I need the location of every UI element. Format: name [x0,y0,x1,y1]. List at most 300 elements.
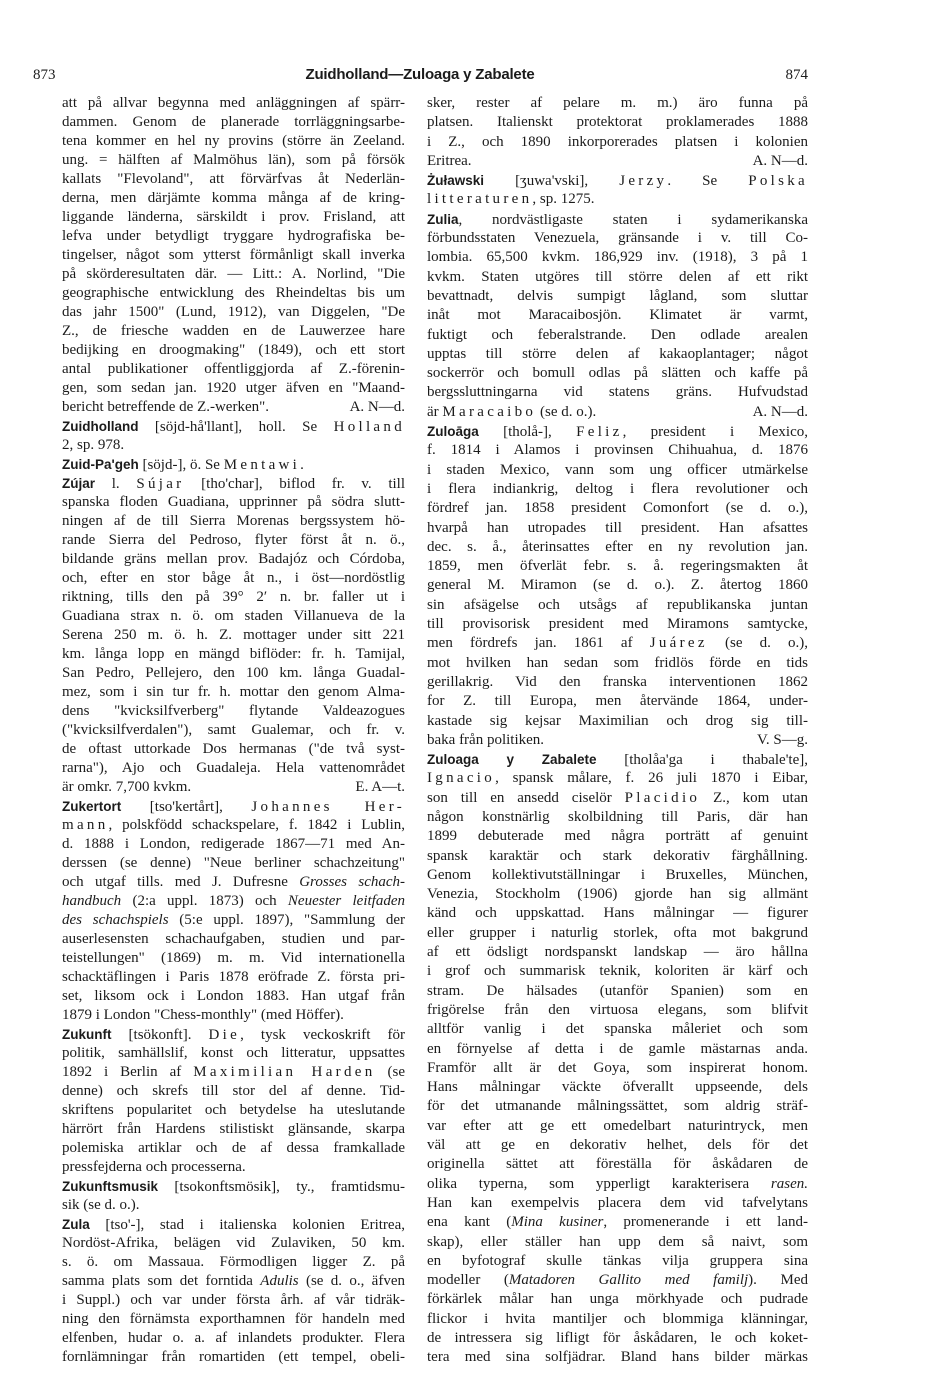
text-run: Han kan exempelvis placera dem vid tafvelytans [427,1194,808,1211]
text-line [62,930,405,949]
text-line [427,1233,808,1252]
text-run: modeller ( [427,1272,509,1289]
text-run: och utgaf tills. med J. Dufresne [62,874,300,890]
text-line [62,759,405,778]
text-line [62,322,405,341]
text-run: (se d. o.). [536,403,597,420]
text-run: i staden Mexico, vann som ung officer utmärkelse [427,461,808,478]
text-run: alltför vanlig i det spanska måleriet och som [427,1021,808,1038]
text-line [427,152,808,171]
text-run: af ett ödsligt nordspanskt landskap — äro hållna [427,944,808,961]
text-run: tera med sina solfjädrar. Bland hans bilder märkas [427,1349,808,1366]
text-line [427,866,808,885]
author-signature: E. A—t. [355,779,405,795]
text-line [62,1329,405,1348]
text-line [62,1177,405,1196]
text-run: någon konstnärlig skolbildning till Paris, där han [427,808,808,825]
text-run: polemiska artiklar och de af dessa framkallade [62,1140,405,1156]
text-line [427,190,808,209]
text-line [427,904,808,923]
italic-text: Mina kusiner [511,1214,604,1231]
text-run: en byfotograf skulle tänkas vilja gruppera sina [427,1252,808,1269]
text-run: lombia. 65,500 kvkm. 186,929 inv. (1918), 3 på 1 [427,249,808,266]
text-line [427,962,808,981]
author-signature: V. S—g. [757,731,808,748]
text-line [62,455,405,474]
italic-text: Adulis [260,1273,299,1289]
text-line [427,306,808,325]
text-run: elfenben, hudar o. a. af inlandets produkter. Flera [62,1330,405,1346]
text-run: att på allvar begynna med anläggningen af spärr- [62,95,405,111]
text-run: l. [95,476,137,492]
spaced-text: Placidio [624,789,701,806]
text-run: Hans målningar väckte öfverallt uppseende, dels [427,1079,808,1096]
text-run: fuktigt och feberalstrande. Den odlade arealen [427,326,808,343]
text-line [62,512,405,531]
text-line [62,683,405,702]
text-run: tena kommer en hel ny provins (större än Zeeland. [62,133,405,149]
text-line [427,634,808,653]
text-line [62,493,405,512]
text-line [62,588,405,607]
text-run: (5:e uppl. 1897), "Sammlung der [168,912,405,928]
text-run: eller grupper i naturlig storlek, ofta mot bakgrund [427,924,808,941]
text-line [427,789,808,808]
text-line [427,480,808,499]
text-line [427,1175,808,1194]
line-text [427,152,472,171]
text-run: Z., de friesche wadden en de Lauwerzee hare [62,323,405,339]
text-run: i Suppl.) och var under första årh. af vår tidräk- [62,1292,405,1308]
text-line [62,854,405,873]
text-line [427,673,808,692]
text-line [427,847,808,866]
text-run: rande Sierra del Pedroso, flyter först åt n. ö., [62,532,405,548]
text-line [427,364,808,383]
text-run: stram. De hälsades (utanför Spanien) som en [427,982,808,999]
text-line [62,1310,405,1329]
headword: Zuloaga y Zabalete [427,752,597,768]
line-text [62,398,269,417]
text-run: pressfejderna och processerna. [62,1159,246,1175]
text-line [427,654,808,673]
text-run: tingelser, något som ytterst förmånligt skall inverka [62,247,405,263]
text-run: de intressera sig lifligt för åskådaren, le och koket- [427,1330,808,1346]
text-line [62,284,405,303]
text-line [62,968,405,987]
text-run: och, efter en stor båge åt n., i öst—nordöstlig [62,570,405,586]
text-line [62,379,405,398]
text-run: lefva under betydligt tryggare hydrografiska be- [62,228,405,244]
headword: Zukunft [62,1027,112,1042]
text-line [62,645,405,664]
headword: Zukunftsmusik [62,1179,159,1194]
text-line [427,769,808,788]
text-line [62,113,405,132]
text-run: geographische entwicklung des Rheindeltas bis um [62,285,405,301]
text-line [427,287,808,306]
italic-text: Neuester leitfaden [287,893,405,909]
text-line [427,1059,808,1078]
text-run: 1899 debuterade med några porträtt af genuint [427,828,808,845]
text-run: 1892 i Berlin af [62,1064,194,1080]
text-line [62,702,405,721]
text-line [427,1078,808,1097]
italic-text: Grosses schach- [299,874,405,890]
italic-text: des schachspiels [62,912,169,928]
text-run: gen, som sedan jan. 1920 utger äfven en "Maand- [62,380,405,396]
text-run: (se d. o.), [707,635,808,652]
text-run: sik (se d. o.). [62,1197,140,1213]
text-line [427,1020,808,1039]
text-line [427,712,808,731]
text-line [427,924,808,943]
right-column [427,94,808,1368]
author-signature: A. N—d. [752,152,808,169]
text-run: en förnyelse af detta i de gamle mästarnas anda. [427,1040,808,1057]
text-run: derssen (se denne) "Neue berliner schachzeitung" [62,855,405,871]
text-run: men fördrefs jan. 1861 af [427,635,650,652]
text-run: (se [375,1064,405,1080]
text-run: bevattnadt, delvis sumpigt lågland, som sluttar [427,287,808,304]
text-run: Framför allt är det Goya, som inspirerat honom. [427,1059,808,1076]
text-line [62,778,405,797]
text-run: [ʒuwa'vski], [484,173,620,190]
text-run: (se d. o., äfven [298,1273,405,1289]
text-run: [tsökonft]. [111,1027,209,1043]
text-line [62,265,405,284]
spaced-text: Maracaibo [442,403,537,420]
text-run: San Pedro, Pellejero, den 100 km. långa Guadal- [62,665,405,681]
text-line [62,740,405,759]
text-line [62,1158,405,1177]
text-line [427,731,808,750]
text-run: ningen af de till Sierra Morenas bergssystem hö- [62,513,405,529]
page-number-right: 874 [785,67,808,83]
text-run: for Z. till Europa, men återvände 1864, under- [427,693,808,710]
text-line [62,550,405,569]
text-run: i grof och summarisk teknik, koloriten är kärf och [427,963,808,980]
text-run: Z., kom utan [700,789,808,806]
text-run: bericht betreffende de Z.-werken". [62,399,269,415]
text-line [427,615,808,634]
text-run: var efter att ge ett omedelbart naturintryck, men [427,1117,808,1134]
text-line [62,816,405,835]
text-line [427,499,808,518]
text-run: denne) och skrefs till stor del af denne. Tid- [62,1083,405,1099]
text-line [62,1215,405,1234]
text-line [427,576,808,595]
text-line [427,133,808,152]
text-line [62,1063,405,1082]
left-column [62,94,405,1367]
text-line [427,750,808,769]
text-run: spansk karaktär och stark dekorativ färghållning. [427,847,808,864]
text-run: mot hvilken han sedan som fridlös förde en tids [427,654,808,671]
text-run: . [300,457,304,473]
line-text [427,731,544,750]
text-run: d. 1888 i London, redigerade 1867—71 med An- [62,836,405,852]
text-run: liggande länderna, särskildt i prov. Frisland, att [62,209,405,225]
text-run: är omkr. 7,700 kvkm. [62,779,192,795]
text-line [62,1196,405,1215]
spaced-text: Die [208,1027,241,1043]
text-run: general M. Miramon (se d. o.). Z. återtog 1860 [427,577,808,594]
text-run: son till en ansedd ciselör [427,789,625,806]
line-text [62,778,191,797]
text-line [62,208,405,227]
text-run: [tsokonftsmösik], ty., framtidsmu- [158,1179,405,1195]
text-run: dammen. Genom de planerade torrläggningsarbe- [62,114,405,130]
text-line [62,341,405,360]
text-line [427,1097,808,1116]
text-line [62,1025,405,1044]
text-line [62,436,405,455]
text-line [62,227,405,246]
text-line [62,303,405,322]
text-run: flickor i hvita mantiljer och blommiga klänningar, [427,1310,808,1327]
text-line [427,171,808,190]
text-run: känd och uppskattad. Hans målningar — figurer [427,905,808,922]
text-line [62,797,405,816]
text-run: 1859, men öfverlät febr. s. å. regeringsmakten åt [427,558,808,575]
text-run: [söjd-], ö. Se [138,457,224,473]
text-run: i Z., och 1890 inkorporerades platsen i kolonien [427,133,808,150]
spaced-text: Polska [748,173,808,190]
text-run: sker, rester af pelare m. m.) äro funna på [427,95,808,111]
text-line [62,189,405,208]
text-line [427,1271,808,1290]
text-line [62,721,405,740]
text-line [427,1001,808,1020]
text-run: ). Med [748,1272,808,1289]
text-line [62,474,405,493]
text-run: inåt mot Maracaibosjön. Klimatet är varmt, [427,307,808,324]
text-run: originella sättet att föreställa för åskådaren de [427,1156,808,1173]
text-line [62,1006,405,1025]
text-line [62,1101,405,1120]
text-line [427,1213,808,1232]
text-line [427,519,808,538]
text-run: kastade sig kejsar Maximilian och drog sig till- [427,712,808,729]
text-line [427,441,808,460]
text-run: ung. = hälften af Malmöhus län), som på försök [62,152,405,168]
spaced-text: Johannes Her- [251,799,405,815]
text-line [427,1155,808,1174]
text-line [62,569,405,588]
text-run: mez, som i sin tur fr. h. mottar den genom Alma- [62,684,405,700]
spaced-text: Jerzy [619,173,668,190]
text-run: är [427,403,443,420]
text-line [427,461,808,480]
text-run: förkärlek målar han unga mörkhyade och pudrade [427,1291,808,1308]
text-line [62,1234,405,1253]
text-run: olika typerna, som ypperligt karakterisera [427,1175,771,1192]
text-line [427,113,808,132]
text-line [427,1252,808,1271]
text-run: dens "kvicksilfverberg" flytande Valdeazogues [62,703,405,719]
text-run: härrört från Hardens stilistiskt glänsande, skarpa [62,1121,405,1137]
text-line [62,892,405,911]
text-run: Serena 250 m. ö. h. Z. mottager under sitt 221 [62,627,405,643]
text-run: auserlesensten schachaufgaben, studien und par- [62,931,405,947]
text-run: [söjd-hå'llant], holl. Se [138,419,334,435]
spaced-text: Ignacio [427,770,496,787]
text-run: [tso'-], stad i italienska kolonien Eritrea, [89,1217,405,1233]
text-run: [tho'char], biflod fr. v. till [184,476,406,492]
spaced-text: Sújar [136,476,185,492]
text-run: kvkm. Staten utgöres till större delen af ett rikt [427,268,808,285]
text-line [62,949,405,968]
text-run: km. långa lopp en mängd biflöder: fr. h. Tamijal, [62,646,405,662]
text-line [62,417,405,436]
text-line [62,398,405,417]
text-line [427,557,808,576]
text-line [62,1120,405,1139]
text-line [62,1139,405,1158]
text-run: baka från politiken. [427,731,545,748]
text-line [427,538,808,557]
text-run: Guadiana strax n. ö. om staden Villanueva de la [62,608,405,624]
text-line [427,885,808,904]
text-line [62,531,405,550]
text-run: (2:a uppl. 1873) och [121,893,288,909]
text-line [62,1082,405,1101]
text-line [62,873,405,892]
text-run: i flera indiankrig, deltog i flera revolutioner och [427,480,808,497]
text-run: de oftast uttorkade Dos hermanas ("de två syst- [62,741,405,757]
text-line [427,1040,808,1059]
text-run: set, liksom ock i London 1883. Han utgaf från [62,988,405,1004]
text-line [62,835,405,854]
text-run: på skörderesultaten där. — Litt.: A. Norlind, "Die [62,266,405,282]
line-text [427,403,596,422]
headword: Żuławski [427,173,485,189]
headword: Zukertort [62,799,122,814]
text-run: antal publikationer offentliggjorda af Z.-förenin- [62,361,405,377]
text-run: bergssluttningarna vid statens gräns. Hufvudstad [427,384,808,401]
text-run: sockerrör och bomull odlas på slätten och kaffe på [427,365,808,382]
text-line [427,1310,808,1329]
text-run: das jahr 1500" (Lund, 1912), van Diggelen, "De [62,304,405,320]
text-run: gerillakrig. Vid den franska interventionen 1862 [427,673,808,690]
text-line [427,808,808,827]
text-line [427,94,808,113]
text-run: . Se [667,173,749,190]
text-run: samma plats som det forntida [62,1273,261,1289]
spaced-text: litteraturen [427,191,533,208]
text-line [62,170,405,189]
text-run: 2, sp. 978. [62,437,125,453]
headword: Zújar [62,476,96,491]
text-run: platsen. Italienskt protektorat proklamerades 1888 [427,114,808,131]
text-run: dec. s. å., återinsattes efter en ny revolution jan. [427,538,808,555]
spaced-text: Feliz [576,424,623,441]
text-line [62,246,405,265]
text-line [62,132,405,151]
text-run: 1879 i London "Chess-monthly" (med Höffer). [62,1007,344,1023]
text-run: ning den förnämsta exporthamnen för handeln med [62,1311,405,1327]
text-run: skriftens popularitet och betydelse ha uteslutande [62,1102,405,1118]
text-line [427,1290,808,1309]
text-run: , president i Mexico, [622,424,808,441]
text-line [427,982,808,1001]
text-run: hvarpå han utropades till president. Han afsattes [427,519,808,536]
spaced-text: Mentawi [223,457,301,473]
text-run: bedijking en droogmaking" (1849), och ett stort [62,342,405,358]
text-line [427,1329,808,1348]
text-run: [tholåa'ga i thabale'te], [596,752,808,769]
text-run: kallats "Flevoland", att förvärfvas åt Nederlän- [62,171,405,187]
text-line [62,607,405,626]
author-signature: A. N—d. [349,399,405,415]
text-line [62,626,405,645]
text-run: Nordöst-Afrika, belägen vid Zulaviken, 50 km. [62,1235,405,1251]
text-line [62,1348,405,1367]
text-line [427,229,808,248]
text-line [62,1272,405,1291]
text-line [427,596,808,615]
text-line [427,268,808,287]
text-run: riktning, tills den på 39° 2′ n. br. faller ut i [62,589,405,605]
text-run: väl att ge en dekorativ helhet, dels för det [427,1137,808,1154]
text-line [427,326,808,345]
headword: Zuloāga [427,424,479,440]
text-run: schacktäflingen i Paris 1878 eröfrade Z. första pri- [62,969,405,985]
text-run: Venezia, Stockholm (1906) gjorde han sig allmänt [427,886,808,903]
text-run: bildande gräns mellan prov. Badajóz och Córdoba, [62,551,405,567]
text-line [62,151,405,170]
italic-text: rasen. [770,1175,808,1192]
italic-text: Matadoren Gallito med familj [508,1272,749,1289]
author-signature: A. N—d. [752,403,808,420]
text-line [427,1136,808,1155]
text-line [427,1194,808,1213]
text-run: [tso'kertårt], [121,799,252,815]
page-header [0,64,928,86]
text-line [427,422,808,441]
spaced-text: Juárez [649,635,708,652]
text-run: politik, samhällslif, konst och litteratur, uppsattes [62,1045,405,1061]
headword: Zulia [427,211,459,227]
text-run: , spansk målare, f. 26 juli 1870 i Eibar, [495,770,808,787]
text-run: för det utmanande målningssättet, som aldrig sträf- [427,1098,808,1115]
text-run: rarna"), Ajo och Guadaleja. Hela vattenområdet [62,760,405,776]
text-run: skap), eller ställer han upp dem så naivt, som [427,1233,808,1250]
text-line [62,987,405,1006]
text-line [427,692,808,711]
text-line [427,248,808,267]
spaced-text: Holland [333,419,405,435]
text-line [62,360,405,379]
text-line [427,1117,808,1136]
text-run: fördref jan. 1858 president Comonfort (se d. o.), [427,500,808,517]
text-run: teistellungen" (1869) m. m. Vid internationella [62,950,405,966]
text-run: f. 1814 i Alamos i provinsen Chihuahua, d. 1876 [427,442,808,459]
text-run: frigörelse från den virtuosa elegans, som blifvit [427,1001,808,1018]
text-line [62,911,405,930]
text-run: spanska floden Guadiana, upprinner på södra slutt- [62,494,405,510]
text-run: s. ö. om Massaua. Förmodligen ligger Z. på [62,1254,405,1270]
text-run: , tysk veckoskrift för [240,1027,405,1043]
text-run: upptas till större delen af kakaoplantager; något [427,345,808,362]
text-run: Genom kollektivutställningar i Bruxelles, München, [427,866,808,883]
headword: Zula [62,1217,90,1232]
text-run: , polskfödd schackspelare, f. 1842 i Lublin, [108,817,405,833]
text-line [427,383,808,402]
page-number-left: 873 [33,67,56,83]
italic-text: handbuch [62,893,122,909]
